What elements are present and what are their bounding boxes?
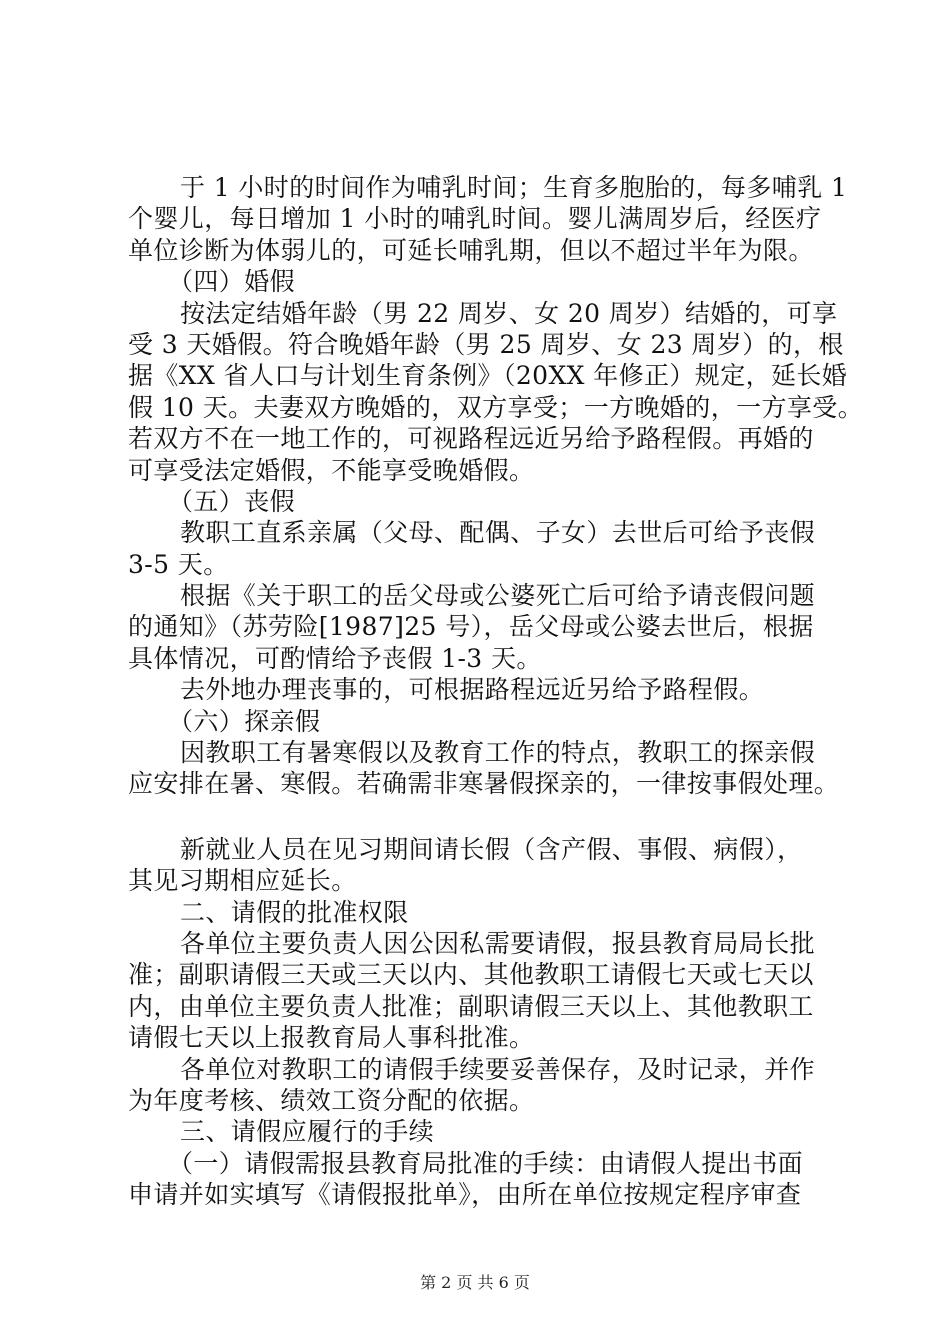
text-line: 申请并如实填写《请假报批单》，由所在单位按规定程序审查	[128, 1180, 802, 1210]
text-line: 3-5 天。	[128, 549, 229, 579]
text-line: 若双方不在一地工作的，可视路程远近另给予路程假。再婚的	[128, 424, 814, 454]
text-line: 内，由单位主要负责人批准；副职请假三天以上、其他教职工	[128, 991, 814, 1021]
text-line: （一）请假需报县教育局批准的手续：由请假人提出书面	[168, 1148, 804, 1178]
text-line: 各单位主要负责人因公因私需要请假，报县教育局局长批	[180, 928, 816, 958]
text-line: 假 10 天。夫妻双方晚婚的，双方享受；一方晚婚的，一方享受。	[128, 392, 864, 422]
text-line: 二、请假的批准权限	[180, 897, 409, 927]
text-line: （六）探亲假	[168, 706, 321, 736]
text-line: 为年度考核、绩效工资分配的依据。	[128, 1085, 535, 1115]
text-line: 受 3 天婚假。符合晚婚年龄（男 25 周岁、女 23 周岁）的，根	[128, 329, 844, 359]
text-line: 应安排在暑、寒假。若确需非寒暑假探亲的，一律按事假处理。	[128, 769, 840, 799]
text-line: 其见习期相应延长。	[128, 866, 357, 896]
text-line: 于 1 小时的时间作为哺乳时间；生育多胞胎的，每多哺乳 1	[180, 173, 848, 202]
text-line: 三、请假应履行的手续	[180, 1117, 435, 1147]
text-line: 根据《关于职工的岳父母或公婆死亡后可给予请丧假问题	[180, 581, 816, 611]
text-line: 各单位对教职工的请假手续要妥善保存，及时记录，并作	[180, 1054, 816, 1084]
paragraph-gap	[128, 800, 838, 834]
page-footer: 第 2 页 共 6 页	[420, 1273, 530, 1292]
text-block-before-gap	[128, 172, 864, 800]
text-line: 教职工直系亲属（父母、配偶、子女）去世后可给予丧假	[180, 518, 816, 548]
text-line: 个婴儿，每日增加 1 小时的哺乳时间。婴儿满周岁后，经医疗	[128, 204, 822, 234]
text-line: 的通知》（苏劳险[1987]25 号），岳父母或公婆去世后，根据	[128, 612, 814, 642]
text-line: 新就业人员在见习期间请长假（含产假、事假、病假），	[180, 834, 803, 864]
text-line: 具体情况，可酌情给予丧假 1-3 天。	[128, 643, 542, 673]
text-line: 按法定结婚年龄（男 22 周岁、女 20 周岁）结婚的，可享	[180, 298, 838, 328]
text-block-after-gap	[128, 834, 838, 1211]
text-line: 据《XX 省人口与计划生育条例》（20XX 年修正）规定，延长婚	[128, 361, 848, 391]
text-line: 可享受法定婚假，不能享受晚婚假。	[128, 455, 535, 485]
text-line: （五）丧假	[168, 486, 296, 516]
text-line: （四）婚假	[168, 267, 296, 297]
document-body	[128, 172, 864, 1211]
text-line: 去外地办理丧事的，可根据路程远近另给予路程假。	[180, 675, 765, 705]
text-line: 请假七天以上报教育局人事科批准。	[128, 1023, 535, 1053]
text-line: 因教职工有暑寒假以及教育工作的特点，教职工的探亲假	[180, 738, 816, 768]
text-line: 单位诊断为体弱儿的，可延长哺乳期，但以不超过半年为限。	[128, 235, 814, 265]
text-line: 准；副职请假三天或三天以内、其他教职工请假七天或七天以	[128, 960, 814, 990]
